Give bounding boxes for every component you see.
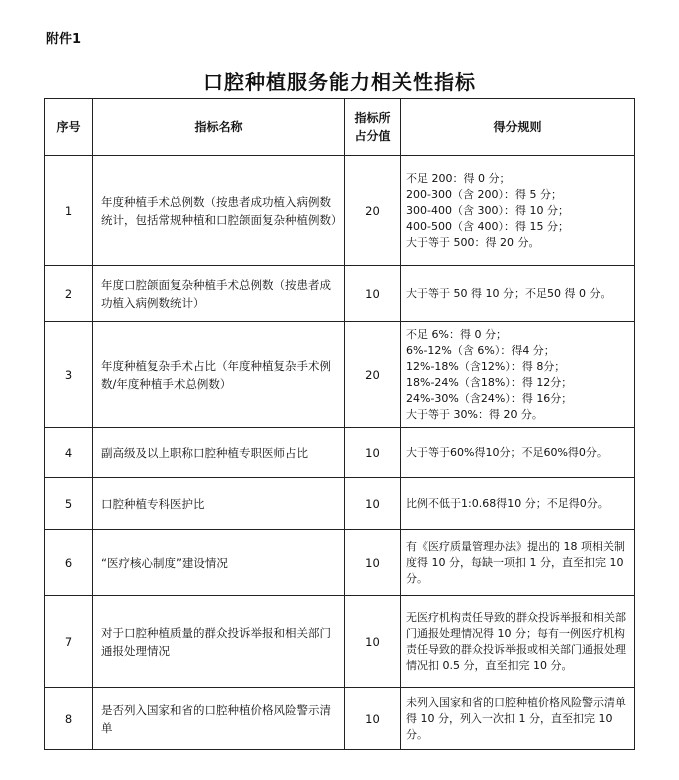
row-no: 5 [45,478,93,530]
row-no: 1 [45,156,93,266]
table-row [45,478,635,530]
row-name: 是否列入国家和省的口腔种植价格风险警示清单 [93,688,345,750]
row-no: 7 [45,596,93,688]
rule-line: 300-400（含 300）：得 10 分； [406,203,569,217]
row-no: 6 [45,530,93,596]
rule-line: 无医疗机构责任导致的群众投诉举报和相关部门通报处理情况得 10 分；每有一例医疗机构责任导致的群众投诉举报或相关部门通报处理情况扣 0.5 分，直至扣完 10 分。 [406,610,626,672]
row-rule [401,322,635,428]
rule-line: 24%-30%（含24%）：得 16分； [406,391,573,405]
document-title: 口腔种植服务能力相关性指标 [203,70,476,94]
rule-line: 大于等于 50 得 10 分；不足50 得 0 分。 [406,286,612,300]
table-row [45,322,635,428]
column-header-rule: 得分规则 [401,99,635,156]
row-name: 年度口腔颌面复杂种植手术总例数（按患者成功植入病例数统计） [93,266,345,322]
row-value: 10 [345,428,401,478]
rule-line: 大于等于60%得10分；不足60%得0分。 [406,445,608,459]
row-no: 8 [45,688,93,750]
row-rule [401,530,635,596]
table-row [45,428,635,478]
rule-line: 未列入国家和省的口腔种植价格风险警示清单得 10 分，列入一次扣 1 分，直至扣完 10 分。 [406,695,626,741]
row-name: 对于口腔种植质量的群众投诉举报和相关部门通报处理情况 [93,596,345,688]
row-value: 10 [345,530,401,596]
rule-line: 大于等于 30%：得 20 分。 [406,407,543,421]
indicator-table [44,98,635,750]
table-header-row [45,99,635,156]
rule-line: 大于等于 500：得 20 分。 [406,235,540,249]
table-row [45,596,635,688]
row-value: 10 [345,596,401,688]
row-no: 2 [45,266,93,322]
row-rule [401,266,635,322]
rule-line: 400-500（含 400）：得 15 分； [406,219,569,233]
row-name: 副高级及以上职称口腔种植专职医师占比 [93,428,345,478]
table-row [45,688,635,750]
row-value: 10 [345,266,401,322]
rule-line: 不足 6%：得 0 分； [406,327,507,341]
row-value: 20 [345,322,401,428]
table-row [45,530,635,596]
row-no: 4 [45,428,93,478]
row-name: “医疗核心制度”建设情况 [93,530,345,596]
rule-line: 比例不低于1:0.68得10 分；不足得0分。 [406,496,609,510]
column-header-name: 指标名称 [93,99,345,156]
column-header-no: 序号 [45,99,93,156]
row-value: 10 [345,478,401,530]
table-row [45,266,635,322]
row-no: 3 [45,322,93,428]
rule-line: 6%-12%（含 6%）：得4 分； [406,343,555,357]
row-rule [401,688,635,750]
row-name: 年度种植手术总例数（按患者成功植入病例数统计，包括常规种植和口腔颌面复杂种植例数） [93,156,345,266]
row-name: 口腔种植专科医护比 [93,478,345,530]
row-rule [401,428,635,478]
row-rule [401,596,635,688]
row-value: 20 [345,156,401,266]
row-value: 10 [345,688,401,750]
attachment-label: 附件1 [46,32,82,47]
row-rule [401,478,635,530]
table-row [45,156,635,266]
row-name: 年度种植复杂手术占比（年度种植复杂手术例数/年度种植手术总例数） [93,322,345,428]
rule-line: 12%-18%（含12%）：得 8分； [406,359,566,373]
rule-line: 200-300（含 200）：得 5 分； [406,187,562,201]
rule-line: 有《医疗质量管理办法》提出的 18 项相关制度得 10 分，每缺一项扣 1 分，直至扣完 10 分。 [406,539,625,585]
rule-line: 18%-24%（含18%）：得 12分； [406,375,573,389]
rule-line: 不足 200：得 0 分； [406,171,511,185]
row-rule [401,156,635,266]
column-header-value: 指标所占分值 [345,99,401,156]
